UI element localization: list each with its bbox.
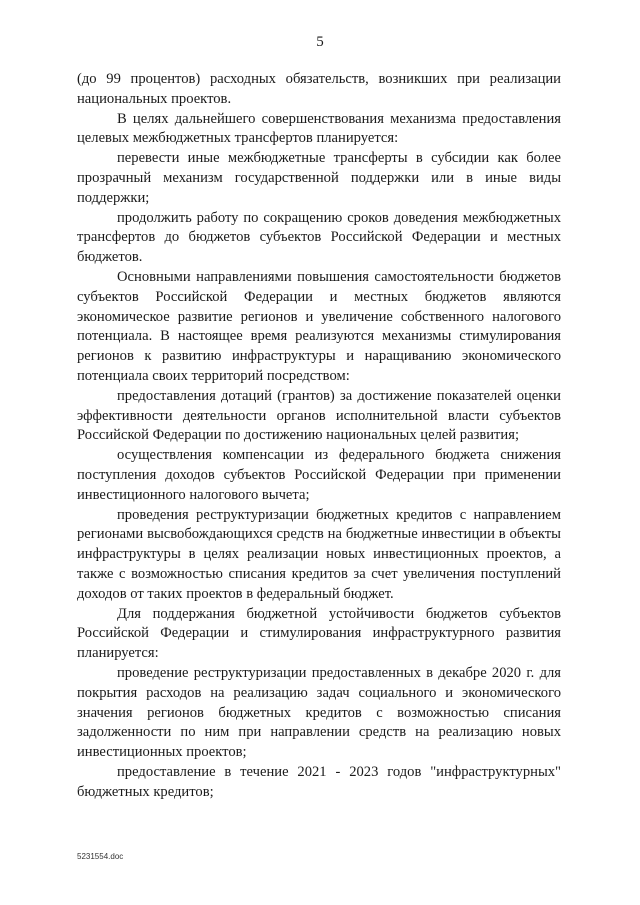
paragraph: Основными направлениями повышения самостоятельности бюджетов субъектов Российской Федерации и местных бюджетов являются экономическое развитие регионов и увеличение собственного налогового потенциала. В настоящее время реализуются механизмы стимулирования регионов к развитию инфраструктуры и наращиванию экономического потенциала своих территорий посредством: — [77, 268, 561, 384]
paragraph: продолжить работу по сокращению сроков доведения межбюджетных трансфертов до бюджетов субъектов Российской Федерации и местных бюджетов. — [77, 209, 561, 266]
document-filename-footer: 5231554.doc — [77, 852, 124, 861]
page-number: 5 — [316, 34, 324, 50]
paragraph: предоставления дотаций (грантов) за достижение показателей оценки эффективности деятельности органов исполнительной власти субъектов Российской Федерации по достижению национальных целей развития; — [77, 387, 561, 444]
paragraph: осуществления компенсации из федерального бюджета снижения поступления доходов субъектов Российской Федерации при применении инвестиционного налогового вычета; — [77, 447, 561, 503]
paragraph: перевести иные межбюджетные трансферты в субсидии как более прозрачный механизм государственной поддержки или в иные виды поддержки; — [77, 150, 561, 206]
paragraph: В целях дальнейшего совершенствования механизма предоставления целевых межбюджетных трансфертов планируется: — [77, 110, 561, 147]
paragraph: предоставление в течение 2021 - 2023 годов "инфраструктурных" бюджетных кредитов; — [77, 763, 561, 800]
paragraph: Для поддержания бюджетной устойчивости бюджетов субъектов Российской Федерации и стимулирования инфраструктурного развития планируется: — [77, 605, 561, 662]
paragraph: проведения реструктуризации бюджетных кредитов с направлением регионами высвобождающихся средств на бюджетные инвестиции в объекты инфраструктуры в целях реализации новых инвестиционных проектов, а также с возможностью списания кредитов за счет увеличения поступлений доходов от таких проектов в федеральный бюджет. — [77, 506, 561, 602]
paragraph: (до 99 процентов) расходных обязательств, возникших при реализации национальных проектов. — [77, 71, 561, 107]
document-body — [77, 70, 561, 802]
paragraph: проведение реструктуризации предоставленных в декабре 2020 г. для покрытия расходов на реализацию задач социального и экономического значения регионов бюджетных кредитов с возможностью списания задолженности по ним при направлении средств на реализацию новых инвестиционных проектов; — [77, 664, 561, 761]
